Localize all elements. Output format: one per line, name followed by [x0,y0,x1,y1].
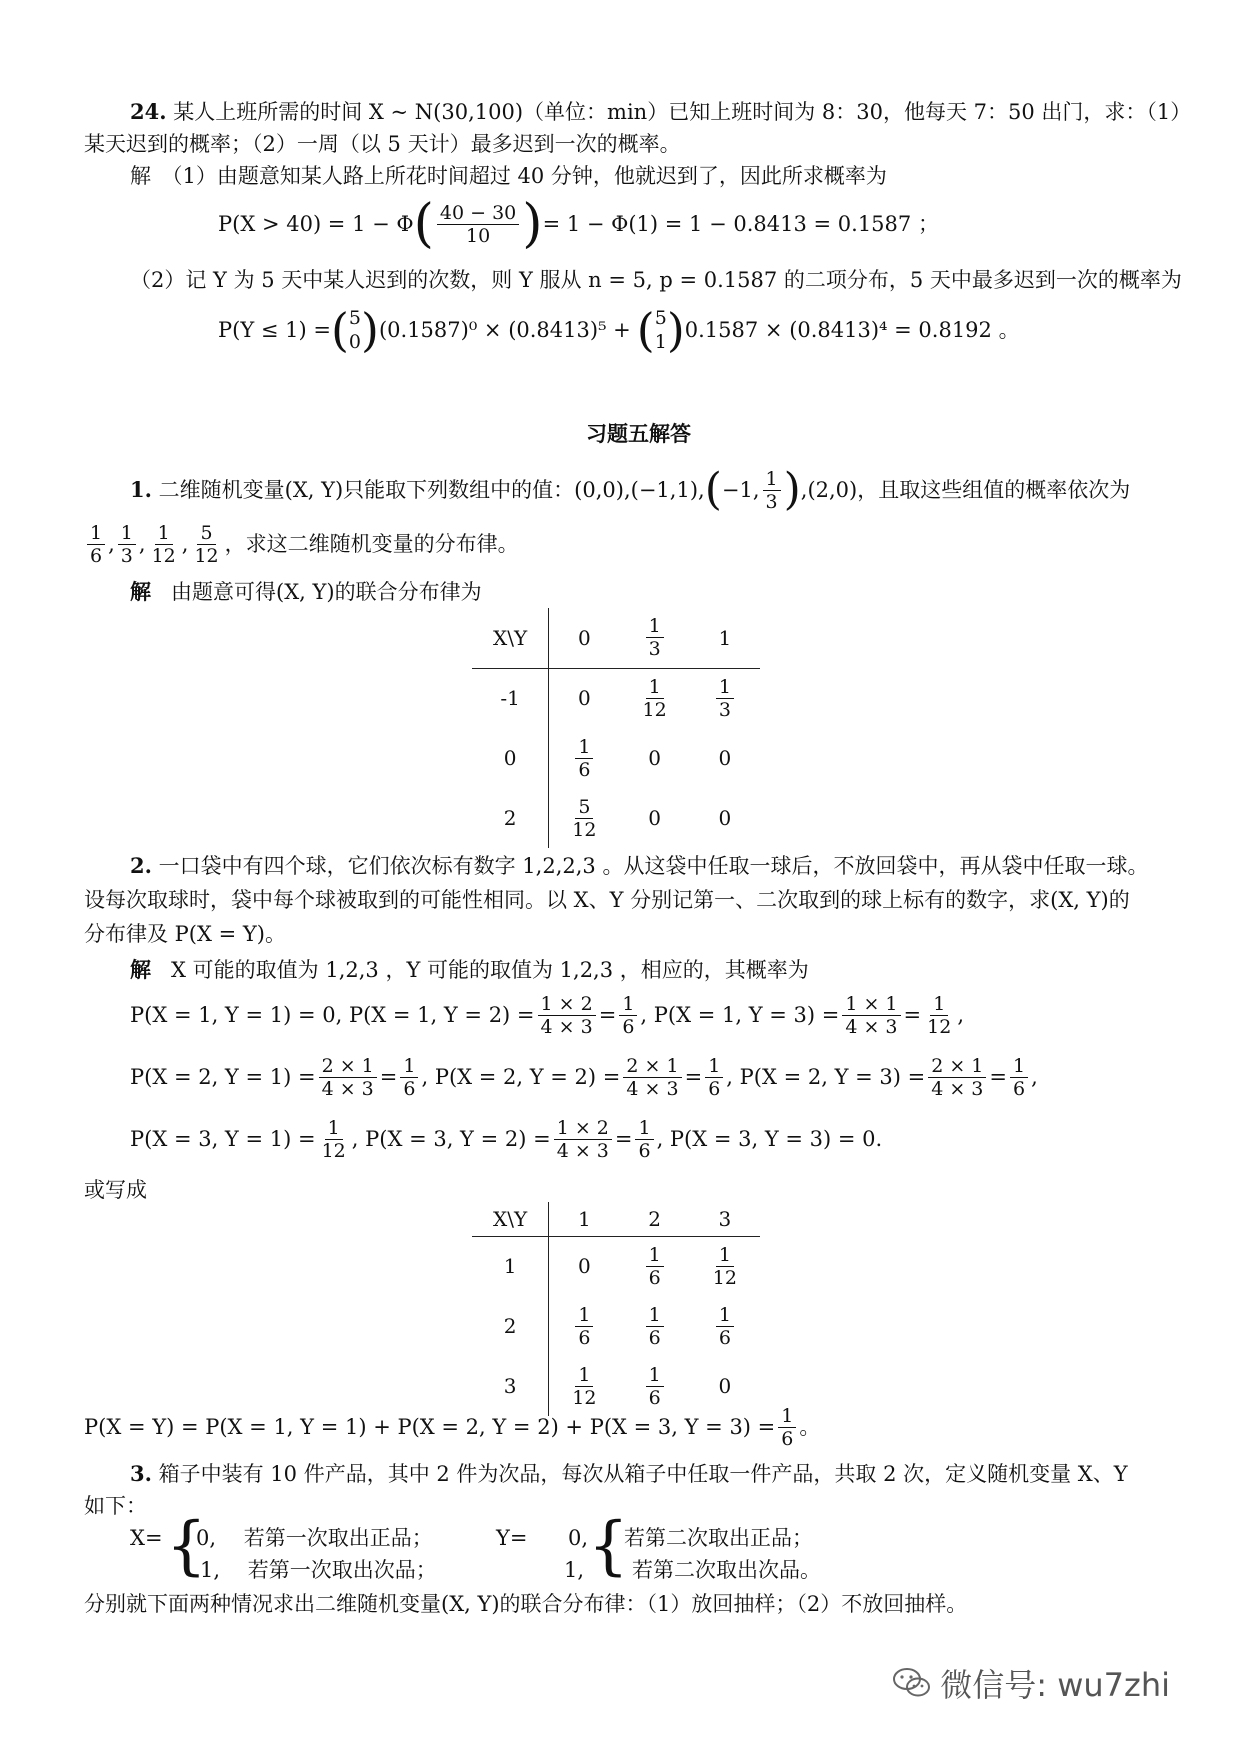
table-header-cell: 1 [690,608,760,668]
numerator: 5 [197,522,215,545]
binom-bottom: 0 [348,331,362,353]
numerator: 2 × 1 [928,1055,986,1078]
table-header-cell [620,608,690,668]
problem-number: 24. [130,99,167,124]
table-cell: 0 [578,1254,591,1279]
solution-2 [130,956,809,984]
table-cell [690,1296,760,1356]
table-row [472,1236,760,1296]
table-cell [620,1236,690,1296]
fraction [400,1055,418,1100]
problem-3-line1 [130,1460,1128,1488]
denominator: 4 × 3 [931,1077,984,1100]
problem-2-line2: 设每次取球时，袋中每个球被取到的可能性相同。以 X、Y 分别记第一、二次取到的球上标有的数字，求(X, Y)的 [84,888,1130,912]
fraction [87,522,105,567]
right-paren: ) [666,303,685,357]
fraction [623,1055,681,1100]
eq-text: , P(X = 2, Y = 2) = [421,1065,621,1089]
denominator: 6 [622,1015,635,1038]
numerator: 1 [87,522,105,545]
numerator: 1 [646,1304,664,1327]
table-cell [620,1296,690,1356]
row-header: 2 [472,1296,549,1356]
numerator: 1 [716,676,734,699]
problem-number: 1. [130,477,152,502]
fraction [763,468,781,513]
fraction [149,522,179,567]
denominator: 3 [718,698,731,721]
numerator: 1 [575,1304,593,1327]
equation-2-line1: P(X = 1, Y = 1) = 0, P(X = 1, Y = 2) = $\frac{1 \times 2}{4 \times 3}$ = $\frac{1}{6}$ , P(X = 1, Y = 3) = $\frac{1 \times 1}{4 \times 3}$ = $\frac{1}{12}$ , [130,992,965,1038]
denominator: 12 [321,1139,346,1162]
eq-text: 。 [799,1415,821,1439]
left-brace: { [166,1509,207,1583]
numerator: 1 [763,468,781,491]
solution-24-part2: （2）记 Y 为 5 天中某人迟到的次数，则 Y 服从 n = 5, p = 0.1587 的二项分布，5 天中最多迟到一次的概率为 [130,268,1182,292]
left-brace: { [588,1509,629,1583]
numerator: 1 [646,676,664,699]
table-cell [549,728,620,788]
numerator: 1 [575,736,593,759]
left-paren: ( [330,303,349,357]
problem-24-line1 [130,98,1191,126]
numerator: 1 [646,615,664,638]
numerator: 1 [635,1117,653,1140]
table-corner: X\Y [472,608,549,668]
denominator: 4 × 3 [556,1139,609,1162]
eq-text: P(X = 2, Y = 1) = [130,1065,316,1089]
eq-text: (0.1587)⁰ × (0.8413)⁵ + [378,318,631,342]
denominator: 6 [781,1427,794,1450]
eq-text: , P(X = 2, Y = 3) = [726,1065,926,1089]
numerator: 1 × 2 [554,1117,612,1140]
solution-label: 解 [130,579,151,604]
left-paren: ( [704,464,722,515]
denominator: 12 [572,1386,597,1409]
fraction [191,522,221,567]
left-paren: ( [413,194,434,254]
table-cell: 0 [718,1374,732,1398]
wechat-watermark [892,1660,1170,1706]
denominator: 6 [648,1386,661,1409]
y-case-0-text: 若第二次取出正品； [624,1526,813,1550]
table-cell: 0 [578,686,591,711]
eq-text: = 1 − Φ(1) = 1 − 0.8413 = 0.1587 ； [542,212,939,236]
fraction [928,1055,986,1100]
left-paren: ( [636,303,655,357]
problem-text: 某人上班所需的时间 X ~ N(30,100)（单位：min）已知上班时间为 8：30，他每天 7：50 出门，求：（1） [173,100,1192,124]
denominator: 6 [578,758,591,781]
point-value: −1, [721,478,760,502]
table-row [472,728,760,788]
denominator: 6 [718,1326,731,1349]
numerator: 1 × 2 [538,993,596,1016]
fraction [319,1055,377,1100]
solution-text: 由题意可得(X, Y)的联合分布律为 [171,580,482,604]
table-cell [549,788,620,848]
equation-2-line3: P(X = 3, Y = 1) = $\frac{1}{12}$ , P(X = 3, Y = 2) = $\frac{1 \times 2}{4 \times 3}$ = $\frac{1}{6}$ , P(X = 3, Y = 3) = 0. [130,1116,883,1162]
eq-text: , P(X = 3, Y = 2) = [351,1127,551,1151]
problem-1-line1 [130,462,1130,518]
fraction [635,1117,653,1162]
table-cell: 0 [718,806,732,830]
table-corner: X\Y [472,1202,549,1236]
table-row [472,1296,760,1356]
problem-1-line2: $\frac{1}{6}$ , $\frac{1}{3}$ , $\frac{1}{12}$ , $\frac{5}{12}$ ，求这二维随机变量的分布律。 [84,516,519,572]
table-row [472,788,760,848]
numerator: 1 [1010,1055,1028,1078]
binomial [655,306,667,354]
numerator: 1 [930,993,948,1016]
denominator: 3 [765,490,778,513]
watermark-text: 微信号: wu7zhi [940,1666,1170,1704]
x-definition-label: X= [130,1526,163,1550]
fraction [319,1117,349,1162]
numerator: 2 × 1 [319,1055,377,1078]
problem-text: 二维随机变量(X, Y)只能取下列数组中的值：(0,0),(−1,1), [158,478,705,502]
problem-text: ，求这二维随机变量的分布律。 [224,532,519,556]
problem-2-line1 [130,852,1148,880]
problem-24-line2: 某天迟到的概率；（2）一周（以 5 天计）最多迟到一次的概率。 [84,132,681,156]
equation-24-1 [218,195,939,253]
wechat-icon [892,1666,932,1700]
numerator: 1 [778,1405,796,1428]
denominator: 6 [1013,1077,1026,1100]
numerator: 1 [716,1304,734,1327]
right-paren: ) [361,303,379,357]
equation-2-line2: P(X = 2, Y = 1) = $\frac{2 \times 1}{4 \times 3}$ = $\frac{1}{6}$ , P(X = 2, Y = 2) = $\frac{2 \times 1}{4 \times 3}$ = $\frac{1}{6}$ , P(X = 2, Y = 3) = $\frac{2 \times 1}{4 \times 3}$ = $\frac{1}{6}$ , [130,1054,1038,1100]
joint-distribution-table-1 [472,608,760,848]
y-case-1-value: 1, [564,1558,585,1582]
problem-text: ,(2,0)，且取这些组值的概率依次为 [800,478,1131,502]
denominator: 6 [708,1077,721,1100]
denominator: 12 [927,1015,952,1038]
eq-text: 0.1587 × (0.8413)⁴ = 0.8192 。 [684,318,1020,342]
denominator: 4 × 3 [626,1077,679,1100]
numerator: 5 [575,796,593,819]
numerator: 1 × 1 [842,993,900,1016]
denominator: 12 [712,1266,737,1289]
numerator: 1 [155,522,173,545]
solution-label: 解 [130,957,151,982]
table-cell [620,668,690,728]
denominator: 12 [572,818,597,841]
problem-text: 一口袋中有四个球，它们依次标有数字 1,2,2,3 。从这袋中任取一球后，不放回袋中，再从袋中任取一球。 [158,854,1149,878]
fraction [842,993,900,1038]
denominator: 10 [465,224,491,247]
table-header-cell: 1 [549,1202,620,1236]
binom-top: 5 [348,307,362,329]
numerator: 1 [619,993,637,1016]
fraction [924,993,954,1038]
eq-text: P(Y ≤ 1) = [218,318,331,342]
fraction [554,1117,612,1162]
numerator: 1 [646,1244,664,1267]
denominator: 4 × 3 [321,1077,374,1100]
denominator: 4 × 3 [845,1015,898,1038]
fraction [437,202,519,247]
y-definition-label: Y= [496,1526,528,1550]
eq-text: P(X > 40) = 1 − Φ [218,212,414,236]
numerator: 1 [705,1055,723,1078]
fraction [778,1405,796,1450]
denominator: 3 [120,544,133,567]
eq-text: P(X = 1, Y = 1) = 0, P(X = 1, Y = 2) = [130,1003,535,1027]
denominator: 6 [648,1266,661,1289]
or-written-as: 或写成 [84,1178,147,1202]
joint-distribution-table-2 [472,1202,760,1416]
denominator: 6 [638,1139,651,1162]
fraction [118,522,136,567]
section-title: 习题五解答 [586,421,691,446]
denominator: 4 × 3 [540,1015,593,1038]
denominator: 6 [403,1077,416,1100]
numerator: 40 − 30 [437,202,519,225]
row-header: 1 [472,1236,549,1296]
y-case-0-value: 0, [568,1526,589,1550]
numerator: 1 [400,1055,418,1078]
table-cell: 0 [718,746,732,770]
binom-bottom: 1 [654,331,667,353]
binom-top: 5 [654,307,667,329]
solution-24-part1: 解 （1）由题意知某人路上所花时间超过 40 分钟，他就迟到了，因此所求概率为 [130,164,887,188]
fraction [538,993,596,1038]
problem-3-line3: 分别就下面两种情况求出二维随机变量(X, Y)的联合分布律：（1）放回抽样；（2）不放回抽样。 [84,1592,968,1616]
right-paren: ) [522,194,543,254]
fraction [705,1055,723,1100]
eq-text: P(X = Y) = P(X = 1, Y = 1) + P(X = 2, Y = 2) + P(X = 3, Y = 3) = [84,1415,776,1439]
table-header-cell: 0 [549,608,620,668]
x-case-0: 0, 若第一次取出正品； [196,1526,433,1550]
table-cell [690,668,760,728]
problem-number: 2. [130,853,152,878]
table-header-cell: 2 [620,1202,690,1236]
equation-24-2 [218,300,1020,360]
x-case-1: 1, 若第一次取出次品； [200,1558,437,1582]
row-header: -1 [472,668,549,728]
fraction [619,993,637,1038]
binomial [349,306,361,354]
denominator: 6 [648,1326,661,1349]
table-header-cell: 3 [690,1202,760,1236]
table-cell [549,1296,620,1356]
denominator: 12 [194,544,219,567]
numerator: 1 [325,1117,343,1140]
fraction [1010,1055,1028,1100]
numerator: 1 [575,1364,593,1387]
numerator: 1 [646,1364,664,1387]
problem-text: 箱子中装有 10 件产品，其中 2 件为次品，每次从箱子中任取一件产品，共取 2 次，定义随机变量 X、Y [158,1462,1128,1486]
problem-2-line3: 分布律及 P(X = Y)。 [84,922,286,946]
y-case-1-text: 若第二次取出次品。 [632,1558,821,1582]
denominator: 6 [90,544,103,567]
eq-text: , P(X = 1, Y = 3) = [640,1003,840,1027]
eq-text: , P(X = 3, Y = 3) = 0. [656,1127,883,1151]
table-cell: 0 [648,806,661,830]
denominator: 12 [151,544,176,567]
denominator: 12 [642,698,667,721]
eq-text: P(X = 3, Y = 1) = [130,1127,316,1151]
numerator: 1 [716,1244,734,1267]
numerator: 2 × 1 [623,1055,681,1078]
denominator: 6 [578,1326,591,1349]
denominator: 3 [648,638,661,661]
problem-number: 3. [130,1461,152,1486]
row-header: 3 [472,1356,549,1416]
right-paren: ) [783,464,801,515]
equation-2-final [84,1400,820,1454]
solution-1 [130,578,482,606]
problem-3-line2: 如下： [84,1494,147,1518]
row-header: 2 [472,788,549,848]
row-header: 0 [472,728,549,788]
table-cell [690,1236,760,1296]
table-cell: 0 [648,746,661,770]
solution-text: X 可能的取值为 1,2,3 ，Y 可能的取值为 1,2,3 ，相应的，其概率为 [171,958,809,982]
table-row [472,668,760,728]
numerator: 1 [118,522,136,545]
